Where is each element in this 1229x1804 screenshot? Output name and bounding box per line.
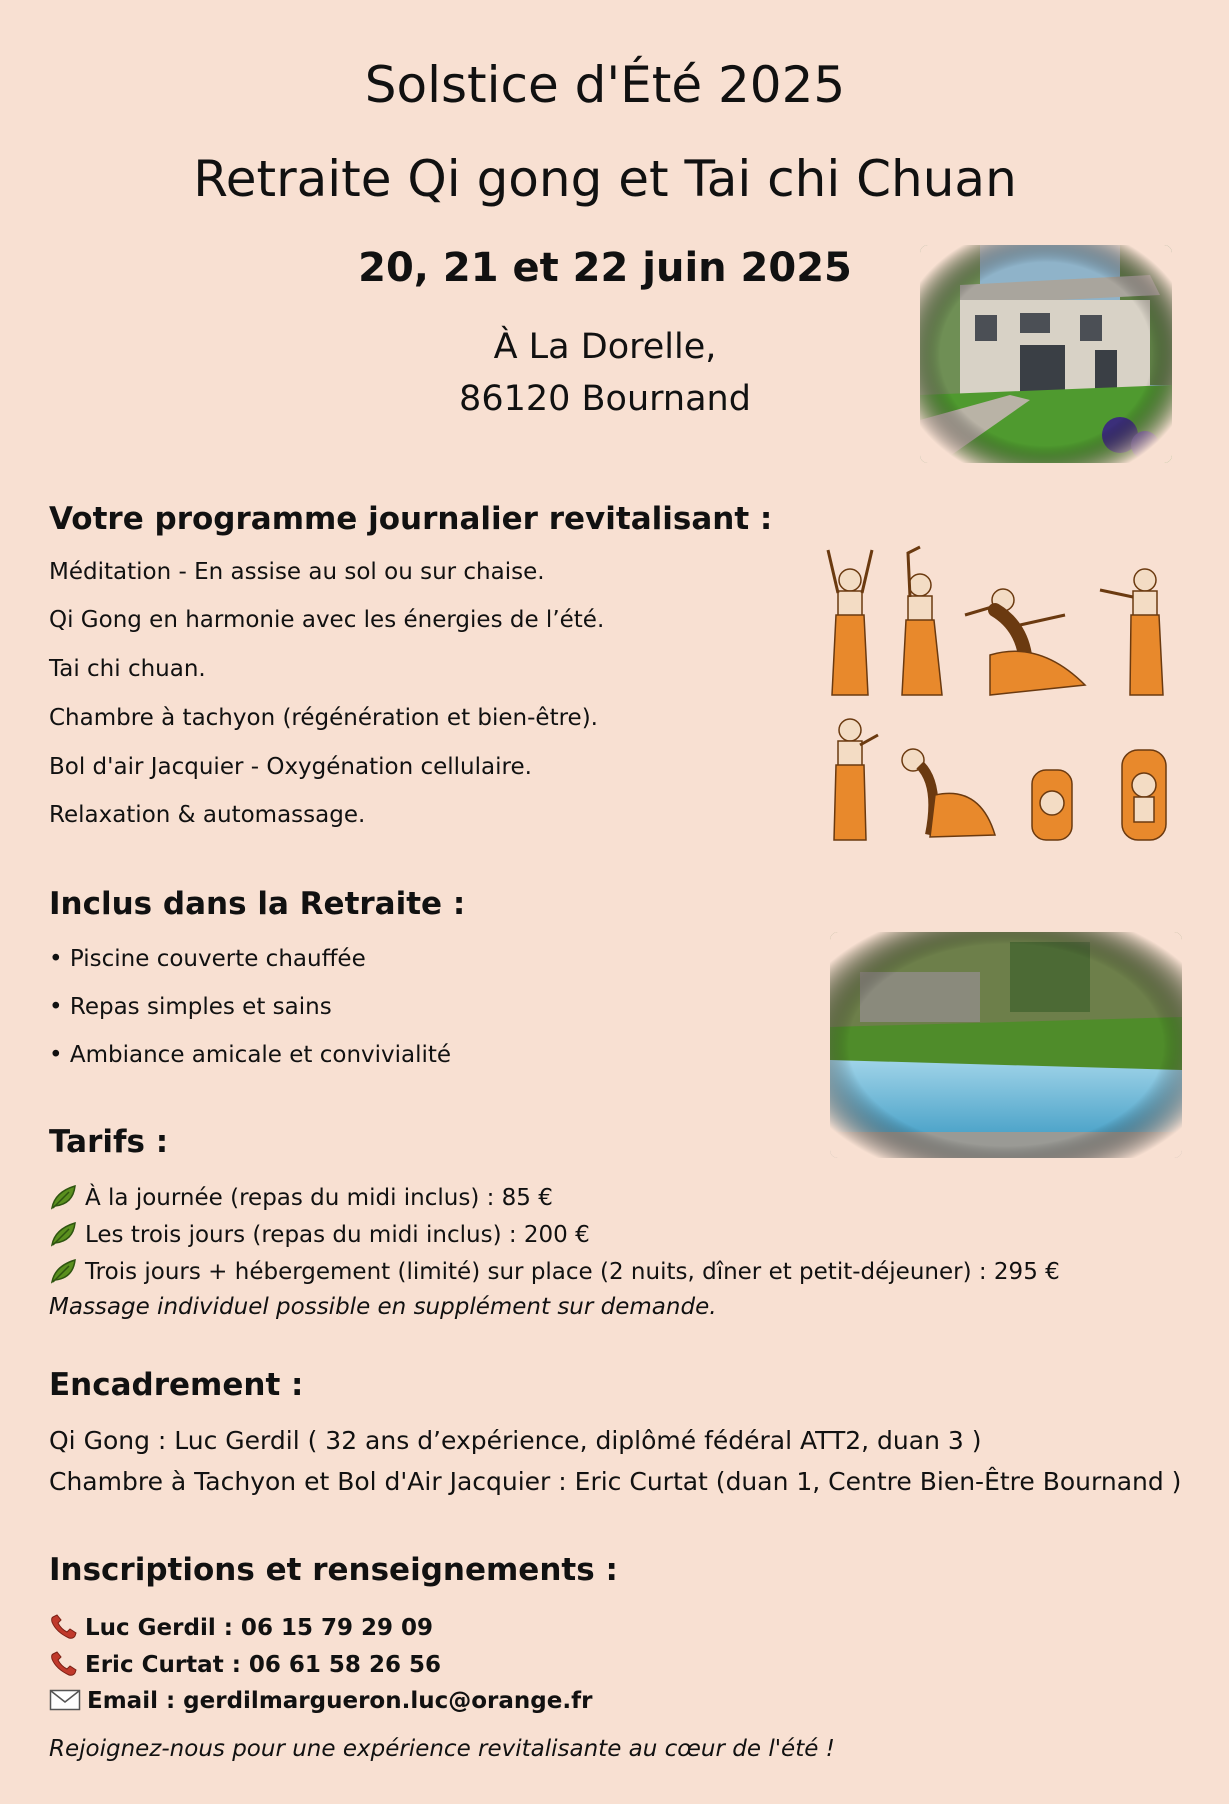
inclus-heading: Inclus dans la Retraite : <box>49 886 466 922</box>
closing-message: Rejoignez-nous pour une expérience revitalisante au cœur de l'été ! <box>49 1736 835 1762</box>
encadrement-heading: Encadrement : <box>49 1367 304 1403</box>
email-address[interactable]: Email : gerdilmargueron.luc@orange.fr <box>87 1688 593 1714</box>
event-dates: 20, 21 et 22 juin 2025 <box>358 245 852 291</box>
massage-note: Massage individuel possible en supplément sur demande. <box>49 1294 717 1320</box>
email-line <box>49 1688 592 1714</box>
contact-eric: Eric Curtat : 06 61 58 26 56 <box>85 1652 441 1678</box>
phone-icon <box>49 1614 79 1640</box>
pool-photo <box>830 932 1182 1158</box>
tarif-line <box>49 1258 1060 1285</box>
tarif-trois-jours: Les trois jours (repas du midi inclus) : 200 € <box>85 1222 590 1248</box>
tarif-line <box>49 1221 590 1248</box>
envelope-icon <box>49 1688 81 1712</box>
phone-icon <box>49 1651 79 1677</box>
programme-item: Qi Gong en harmonie avec les énergies de l’été. <box>49 607 605 633</box>
inclus-item: • Ambiance amicale et convivialité <box>49 1042 452 1068</box>
programme-heading: Votre programme journalier revitalisant : <box>49 501 773 537</box>
encadrement-tachyon: Chambre à Tachyon et Bol d'Air Jacquier : Eric Curtat (duan 1, Centre Bien-Être Bournand ) <box>49 1467 1182 1496</box>
house-photo <box>920 245 1172 463</box>
programme-item: Relaxation & automassage. <box>49 802 366 828</box>
tarif-line <box>49 1184 553 1211</box>
programme-item: Chambre à tachyon (régénération et bien-être). <box>49 705 598 731</box>
programme-item: Bol d'air Jacquier - Oxygénation cellulaire. <box>49 754 532 780</box>
inclus-item: • Repas simples et sains <box>49 994 332 1020</box>
tarif-journee: À la journée (repas du midi inclus) : 85 € <box>85 1185 553 1211</box>
programme-item: Tai chi chuan. <box>49 656 206 682</box>
contact-line <box>49 1651 441 1678</box>
location-line2: 86120 Bournand <box>459 379 751 419</box>
contact-luc: Luc Gerdil : 06 15 79 29 09 <box>85 1615 433 1641</box>
tarifs-heading: Tarifs : <box>49 1124 169 1160</box>
inclus-item: • Piscine couverte chauffée <box>49 946 366 972</box>
leaf-icon <box>49 1221 79 1247</box>
page-title: Solstice d'Été 2025 <box>364 56 846 114</box>
page-subtitle: Retraite Qi gong et Tai chi Chuan <box>193 150 1017 208</box>
leaf-icon <box>49 1184 79 1210</box>
programme-item: Méditation - En assise au sol ou sur chaise. <box>49 559 545 585</box>
encadrement-qigong: Qi Gong : Luc Gerdil ( 32 ans d’expérience, diplômé fédéral ATT2, duan 3 ) <box>49 1426 982 1455</box>
tarif-hebergement: Trois jours + hébergement (limité) sur place (2 nuits, dîner et petit-déjeuner) : 295 € <box>85 1259 1060 1285</box>
contact-line <box>49 1614 433 1641</box>
qigong-figures-illustration <box>820 545 1180 845</box>
leaf-icon <box>49 1258 79 1284</box>
inscriptions-heading: Inscriptions et renseignements : <box>49 1552 618 1588</box>
location-line1: À La Dorelle, <box>493 327 717 367</box>
